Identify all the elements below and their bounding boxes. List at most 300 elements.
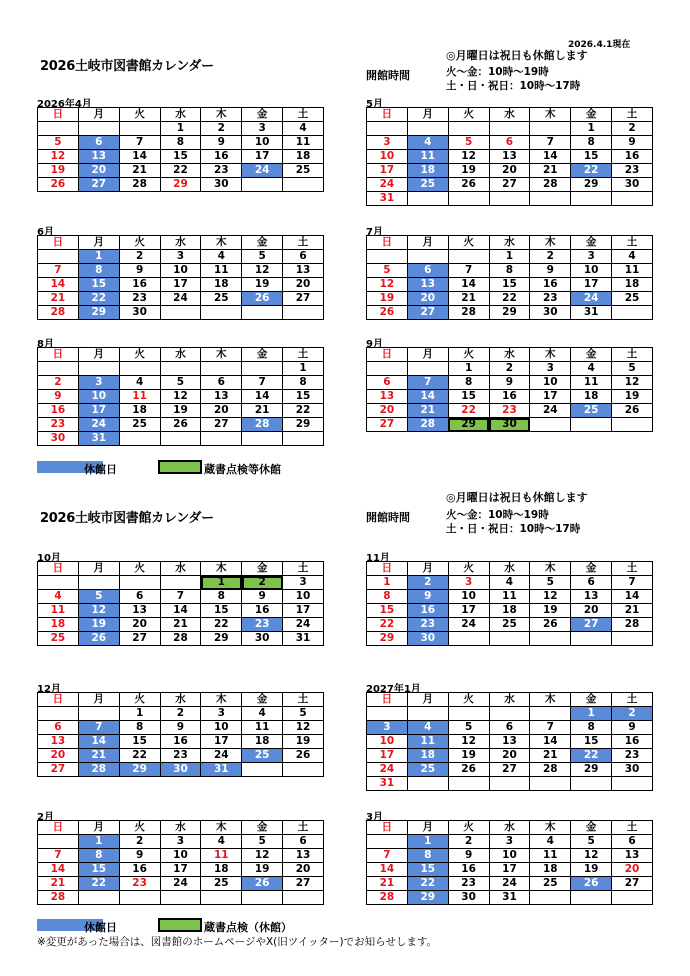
day-cell: 6 — [283, 835, 324, 849]
day-cell: 26 — [283, 749, 324, 763]
day-cell — [119, 432, 160, 446]
month-table — [37, 107, 324, 192]
day-cell: 7 — [119, 136, 160, 150]
day-cell — [571, 418, 612, 432]
weekday-header: 土 — [612, 236, 653, 250]
day-cell: 16 — [119, 863, 160, 877]
day-cell: 5 — [571, 835, 612, 849]
day-cell: 7 — [530, 721, 571, 735]
week-row — [367, 777, 653, 791]
day-cell: 21 — [160, 618, 201, 632]
day-cell: 5 — [160, 376, 201, 390]
day-cell: 3 — [489, 835, 530, 849]
day-cell: 18 — [283, 150, 324, 164]
week-row — [367, 877, 653, 891]
day-cell: 17 — [160, 863, 201, 877]
weekday-header: 月 — [78, 821, 119, 835]
week-row — [38, 178, 324, 192]
day-cell: 9 — [38, 390, 79, 404]
day-cell: 24 — [530, 404, 571, 418]
day-cell: 3 — [242, 122, 283, 136]
day-cell — [201, 891, 242, 905]
weekday-header-row — [367, 108, 653, 122]
week-row — [38, 362, 324, 376]
day-cell: 5 — [448, 721, 489, 735]
weekday-header-row — [38, 693, 324, 707]
day-cell: 18 — [242, 735, 283, 749]
day-cell: 6 — [407, 264, 448, 278]
day-cell: 11 — [407, 735, 448, 749]
day-cell: 24 — [571, 292, 612, 306]
weekday-header: 木 — [530, 108, 571, 122]
day-cell: 12 — [242, 849, 283, 863]
month-label: 2027年1月 — [366, 684, 421, 695]
day-cell: 12 — [38, 150, 79, 164]
day-cell — [283, 891, 324, 905]
week-row — [367, 749, 653, 763]
day-cell — [367, 835, 408, 849]
day-cell: 14 — [530, 150, 571, 164]
month-table — [366, 561, 653, 646]
day-cell: 23 — [407, 618, 448, 632]
day-cell: 18 — [119, 404, 160, 418]
day-cell: 2 — [38, 376, 79, 390]
weekday-header: 木 — [201, 108, 242, 122]
day-cell — [367, 707, 408, 721]
day-cell — [489, 777, 530, 791]
day-cell: 24 — [367, 763, 408, 777]
day-cell: 10 — [201, 721, 242, 735]
day-cell — [38, 835, 79, 849]
day-cell: 17 — [448, 604, 489, 618]
week-row — [38, 835, 324, 849]
day-cell — [78, 362, 119, 376]
week-row — [38, 604, 324, 618]
day-cell — [38, 362, 79, 376]
week-row — [367, 632, 653, 646]
day-cell: 19 — [571, 863, 612, 877]
day-cell — [489, 632, 530, 646]
day-cell: 12 — [283, 721, 324, 735]
day-cell: 21 — [38, 877, 79, 891]
week-row — [38, 164, 324, 178]
day-cell: 19 — [242, 278, 283, 292]
day-cell — [530, 192, 571, 206]
month-label: 9月 — [366, 339, 383, 350]
day-cell: 8 — [160, 136, 201, 150]
week-row — [367, 576, 653, 590]
day-cell: 5 — [283, 707, 324, 721]
weekday-header: 木 — [201, 236, 242, 250]
day-cell: 4 — [407, 136, 448, 150]
day-cell: 8 — [448, 376, 489, 390]
opening-hours-label: 開館時間 — [366, 69, 410, 82]
day-cell: 2 — [160, 707, 201, 721]
day-cell: 20 — [612, 863, 653, 877]
day-cell: 4 — [119, 376, 160, 390]
weekday-header: 月 — [407, 562, 448, 576]
day-cell — [119, 122, 160, 136]
day-cell — [571, 632, 612, 646]
day-cell: 9 — [612, 721, 653, 735]
day-cell: 26 — [38, 178, 79, 192]
week-row — [367, 707, 653, 721]
day-cell — [612, 418, 653, 432]
weekday-header: 火 — [448, 348, 489, 362]
week-row — [38, 136, 324, 150]
day-cell: 2 — [242, 576, 283, 590]
day-cell: 17 — [78, 404, 119, 418]
weekday-header: 火 — [119, 693, 160, 707]
day-cell — [38, 707, 79, 721]
day-cell: 12 — [448, 150, 489, 164]
day-cell: 19 — [367, 292, 408, 306]
weekday-header: 火 — [119, 348, 160, 362]
weekday-header: 月 — [78, 108, 119, 122]
day-cell: 7 — [160, 590, 201, 604]
day-cell: 25 — [612, 292, 653, 306]
week-row — [367, 122, 653, 136]
day-cell: 9 — [201, 136, 242, 150]
day-cell: 16 — [119, 278, 160, 292]
day-cell: 29 — [201, 632, 242, 646]
weekday-header: 日 — [38, 348, 79, 362]
day-cell: 26 — [530, 618, 571, 632]
day-cell: 28 — [612, 618, 653, 632]
day-cell: 5 — [242, 250, 283, 264]
day-cell: 26 — [367, 306, 408, 320]
day-cell: 28 — [38, 891, 79, 905]
day-cell: 6 — [283, 250, 324, 264]
day-cell — [38, 250, 79, 264]
closed-legend-label: 休館日 — [84, 921, 117, 934]
weekday-header: 日 — [367, 236, 408, 250]
day-cell: 23 — [119, 877, 160, 891]
day-cell: 11 — [283, 136, 324, 150]
day-cell — [160, 362, 201, 376]
day-cell: 13 — [38, 735, 79, 749]
day-cell: 15 — [201, 604, 242, 618]
day-cell: 29 — [571, 178, 612, 192]
day-cell: 11 — [612, 264, 653, 278]
day-cell: 19 — [78, 618, 119, 632]
day-cell: 13 — [367, 390, 408, 404]
day-cell: 30 — [201, 178, 242, 192]
day-cell: 24 — [201, 749, 242, 763]
day-cell: 4 — [38, 590, 79, 604]
day-cell — [242, 306, 283, 320]
day-cell — [160, 306, 201, 320]
day-cell — [160, 576, 201, 590]
day-cell — [38, 576, 79, 590]
weekday-header: 木 — [530, 562, 571, 576]
weekday-header: 木 — [201, 693, 242, 707]
day-cell: 8 — [489, 264, 530, 278]
month-label: 3月 — [366, 812, 383, 823]
week-row — [38, 150, 324, 164]
inspection-legend-label: 蔵書点検（休館） — [204, 921, 292, 934]
month-table — [37, 347, 324, 446]
day-cell: 8 — [78, 849, 119, 863]
day-cell: 21 — [242, 404, 283, 418]
day-cell — [119, 576, 160, 590]
weekday-header: 水 — [160, 693, 201, 707]
day-cell: 21 — [612, 604, 653, 618]
day-cell: 28 — [38, 306, 79, 320]
day-cell: 3 — [367, 721, 408, 735]
day-cell: 16 — [448, 863, 489, 877]
week-row — [38, 590, 324, 604]
day-cell — [571, 891, 612, 905]
week-row — [367, 306, 653, 320]
weekday-header-row — [38, 821, 324, 835]
day-cell: 10 — [160, 264, 201, 278]
week-row — [38, 390, 324, 404]
weekday-header: 火 — [119, 562, 160, 576]
day-cell — [571, 192, 612, 206]
day-cell: 2 — [612, 122, 653, 136]
day-cell: 2 — [489, 362, 530, 376]
weekday-header: 金 — [242, 693, 283, 707]
day-cell: 26 — [448, 763, 489, 777]
weekday-hours: 火～金：10時～19時 — [446, 509, 549, 521]
day-cell — [283, 306, 324, 320]
week-row — [38, 863, 324, 877]
day-cell: 24 — [78, 418, 119, 432]
day-cell: 11 — [119, 390, 160, 404]
day-cell — [78, 891, 119, 905]
day-cell: 10 — [367, 150, 408, 164]
day-cell: 21 — [530, 749, 571, 763]
week-row — [38, 735, 324, 749]
day-cell: 3 — [201, 707, 242, 721]
week-row — [38, 891, 324, 905]
day-cell: 4 — [283, 122, 324, 136]
day-cell: 11 — [201, 849, 242, 863]
day-cell: 16 — [201, 150, 242, 164]
day-cell: 3 — [448, 576, 489, 590]
day-cell: 11 — [530, 849, 571, 863]
day-cell: 16 — [242, 604, 283, 618]
day-cell: 4 — [530, 835, 571, 849]
day-cell: 30 — [530, 306, 571, 320]
day-cell: 12 — [530, 590, 571, 604]
day-cell: 18 — [407, 164, 448, 178]
week-row — [367, 735, 653, 749]
inspection-legend-label: 蔵書点検等休館 — [204, 463, 281, 476]
weekday-header: 日 — [38, 108, 79, 122]
day-cell: 9 — [119, 264, 160, 278]
day-cell: 7 — [612, 576, 653, 590]
weekday-header-row — [38, 108, 324, 122]
day-cell: 10 — [78, 390, 119, 404]
week-row — [367, 604, 653, 618]
month-label: 7月 — [366, 227, 383, 238]
day-cell: 20 — [407, 292, 448, 306]
day-cell: 28 — [78, 763, 119, 777]
day-cell: 12 — [612, 376, 653, 390]
day-cell — [407, 192, 448, 206]
weekday-header: 水 — [160, 108, 201, 122]
day-cell: 5 — [367, 264, 408, 278]
day-cell — [407, 250, 448, 264]
day-cell: 8 — [78, 264, 119, 278]
weekday-header-row — [367, 693, 653, 707]
weekday-header: 金 — [571, 821, 612, 835]
day-cell: 15 — [283, 390, 324, 404]
day-cell: 25 — [201, 877, 242, 891]
weekday-header: 土 — [612, 693, 653, 707]
day-cell: 28 — [119, 178, 160, 192]
day-cell: 3 — [367, 136, 408, 150]
day-cell: 19 — [160, 404, 201, 418]
day-cell: 12 — [571, 849, 612, 863]
week-row — [38, 576, 324, 590]
week-row — [38, 749, 324, 763]
day-cell: 23 — [530, 292, 571, 306]
month-table — [366, 235, 653, 320]
day-cell — [201, 362, 242, 376]
day-cell: 1 — [78, 250, 119, 264]
day-cell: 12 — [448, 735, 489, 749]
weekday-header-row — [38, 236, 324, 250]
day-cell: 31 — [367, 777, 408, 791]
day-cell: 6 — [612, 835, 653, 849]
day-cell: 2 — [448, 835, 489, 849]
week-row — [367, 264, 653, 278]
day-cell: 13 — [407, 278, 448, 292]
day-cell: 18 — [38, 618, 79, 632]
day-cell: 15 — [160, 150, 201, 164]
day-cell: 21 — [407, 404, 448, 418]
weekday-header: 月 — [407, 693, 448, 707]
day-cell: 4 — [571, 362, 612, 376]
day-cell: 6 — [201, 376, 242, 390]
weekend-hours: 土・日・祝日：10時～17時 — [446, 523, 581, 535]
day-cell — [367, 362, 408, 376]
week-row — [367, 390, 653, 404]
day-cell — [530, 777, 571, 791]
week-row — [367, 721, 653, 735]
weekday-header: 日 — [367, 693, 408, 707]
day-cell: 26 — [242, 292, 283, 306]
day-cell: 3 — [78, 376, 119, 390]
day-cell: 14 — [448, 278, 489, 292]
day-cell: 28 — [448, 306, 489, 320]
day-cell: 6 — [489, 136, 530, 150]
day-cell: 10 — [367, 735, 408, 749]
weekday-header: 土 — [283, 108, 324, 122]
day-cell: 25 — [407, 763, 448, 777]
weekday-header: 水 — [489, 821, 530, 835]
week-row — [367, 136, 653, 150]
weekday-header: 金 — [242, 562, 283, 576]
day-cell: 18 — [407, 749, 448, 763]
weekday-hours: 火～金：10時～19時 — [446, 66, 549, 78]
day-cell — [612, 632, 653, 646]
day-cell: 16 — [489, 390, 530, 404]
day-cell: 27 — [201, 418, 242, 432]
day-cell: 5 — [612, 362, 653, 376]
day-cell — [119, 891, 160, 905]
week-row — [367, 835, 653, 849]
day-cell: 27 — [489, 763, 530, 777]
day-cell: 3 — [530, 362, 571, 376]
day-cell: 6 — [119, 590, 160, 604]
day-cell: 15 — [571, 150, 612, 164]
weekday-header: 水 — [489, 348, 530, 362]
day-cell: 29 — [407, 891, 448, 905]
day-cell: 7 — [530, 136, 571, 150]
day-cell: 28 — [530, 763, 571, 777]
monday-closed-notice: ◎月曜日は祝日も休館します — [446, 491, 588, 504]
weekday-header: 木 — [530, 693, 571, 707]
day-cell: 19 — [448, 164, 489, 178]
day-cell: 16 — [160, 735, 201, 749]
weekday-header: 金 — [571, 236, 612, 250]
day-cell: 16 — [612, 150, 653, 164]
day-cell: 1 — [78, 835, 119, 849]
weekday-header-row — [38, 562, 324, 576]
day-cell: 12 — [78, 604, 119, 618]
day-cell: 30 — [38, 432, 79, 446]
week-row — [38, 763, 324, 777]
day-cell — [489, 122, 530, 136]
day-cell: 8 — [407, 849, 448, 863]
closed-legend-label: 休館日 — [84, 463, 117, 476]
day-cell: 23 — [612, 749, 653, 763]
day-cell: 30 — [119, 306, 160, 320]
weekday-header: 火 — [448, 821, 489, 835]
day-cell: 27 — [283, 292, 324, 306]
week-row — [367, 763, 653, 777]
day-cell: 14 — [242, 390, 283, 404]
day-cell: 8 — [201, 590, 242, 604]
day-cell: 9 — [448, 849, 489, 863]
day-cell — [283, 178, 324, 192]
day-cell: 17 — [367, 164, 408, 178]
month-label: 2月 — [37, 812, 54, 823]
day-cell: 1 — [489, 250, 530, 264]
inspection-legend-swatch — [158, 918, 202, 932]
day-cell: 25 — [283, 164, 324, 178]
month-table — [37, 561, 324, 646]
day-cell: 28 — [242, 418, 283, 432]
day-cell: 23 — [612, 164, 653, 178]
day-cell: 26 — [448, 178, 489, 192]
weekday-header: 金 — [571, 693, 612, 707]
weekday-header: 土 — [283, 821, 324, 835]
day-cell: 8 — [283, 376, 324, 390]
week-row — [38, 632, 324, 646]
day-cell: 12 — [367, 278, 408, 292]
month-label: 10月 — [37, 553, 61, 564]
day-cell: 5 — [242, 835, 283, 849]
weekend-hours: 土・日・祝日：10時～17時 — [446, 80, 581, 92]
day-cell: 4 — [242, 707, 283, 721]
day-cell: 3 — [571, 250, 612, 264]
day-cell: 15 — [78, 863, 119, 877]
weekday-header: 日 — [38, 821, 79, 835]
day-cell: 14 — [530, 735, 571, 749]
day-cell: 1 — [367, 576, 408, 590]
day-cell — [407, 777, 448, 791]
day-cell: 14 — [38, 863, 79, 877]
day-cell: 13 — [78, 150, 119, 164]
week-row — [367, 192, 653, 206]
day-cell — [367, 122, 408, 136]
day-cell: 10 — [530, 376, 571, 390]
